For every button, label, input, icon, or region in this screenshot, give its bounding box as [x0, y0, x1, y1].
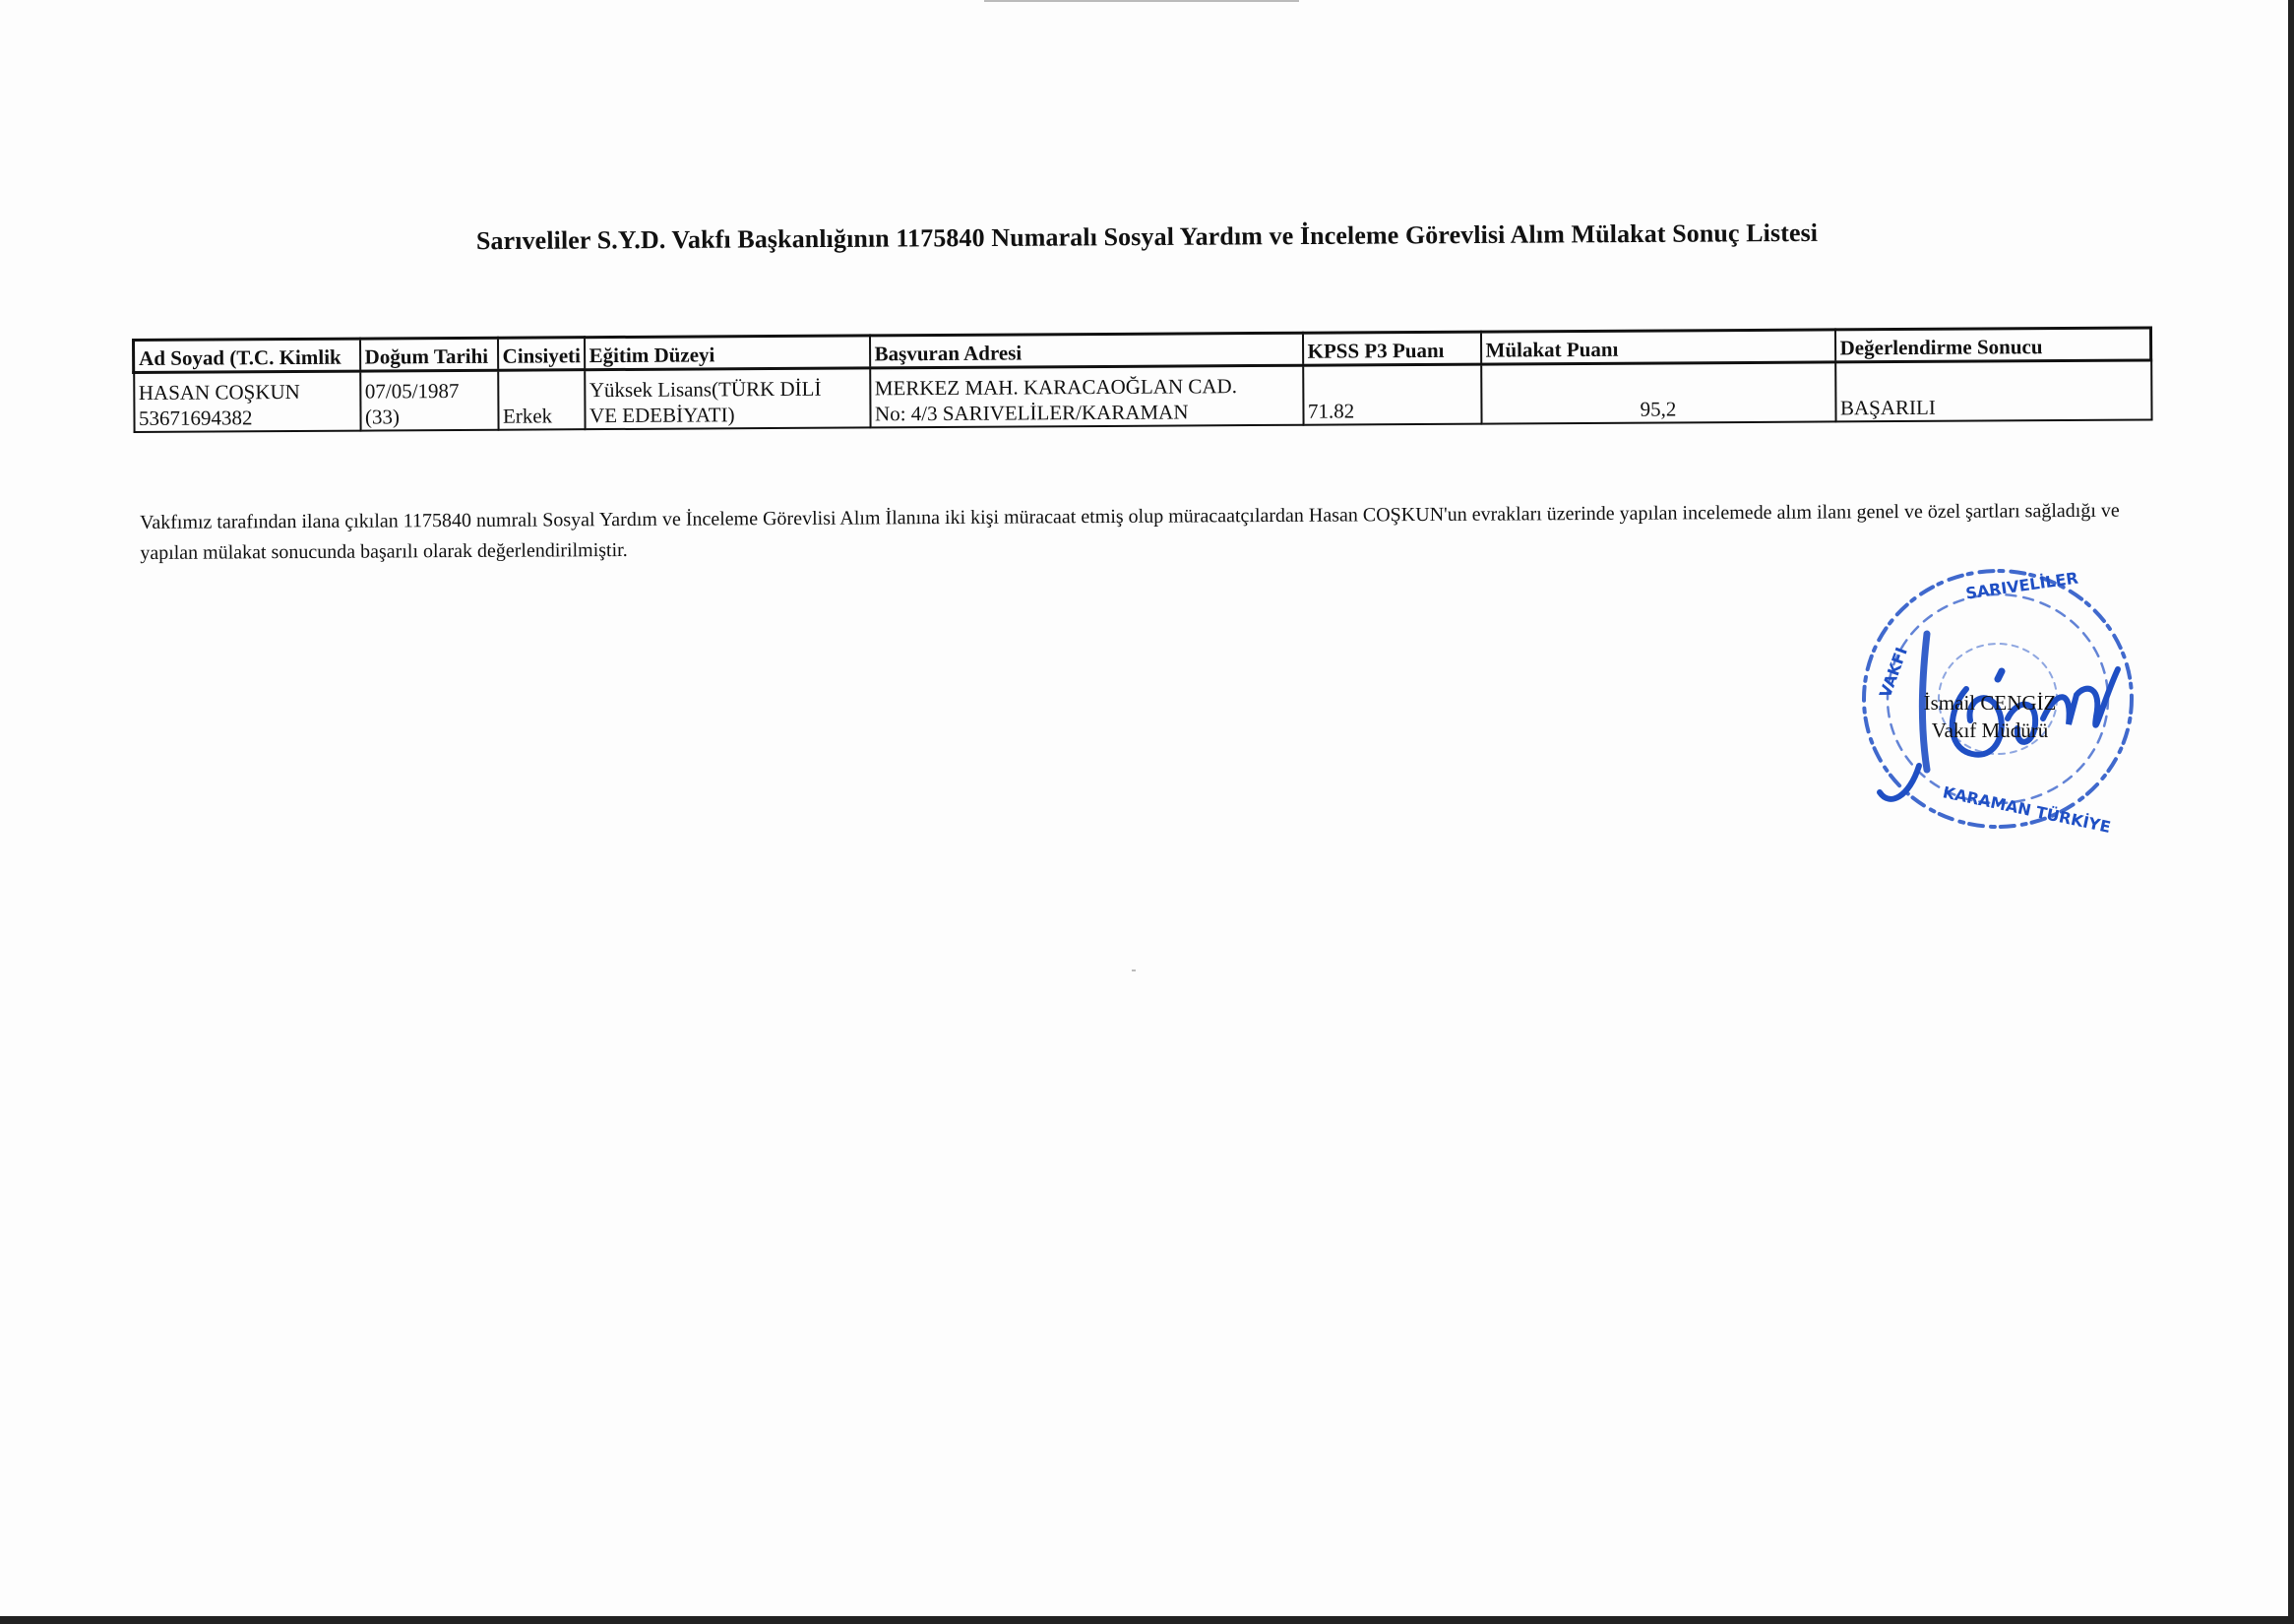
interview-score: 95,2	[1640, 397, 1677, 421]
page-title: Sarıveliler S.Y.D. Vakfı Başkanlığının 1175840 Numaralı Sosyal Yardım ve İnceleme Görevlisi Alım Mülakat Sonuç Listesi	[475, 218, 1819, 256]
header-birth-date: Doğum Tarihi	[360, 338, 498, 371]
cell-name	[134, 371, 360, 432]
cell-interview	[1481, 362, 1835, 424]
results-table-wrapper	[132, 326, 2150, 433]
results-table	[132, 326, 2153, 433]
gender: Erkek	[502, 404, 553, 428]
address-line-2: No: 4/3 SARIVELİLER/KARAMAN	[874, 400, 1189, 426]
svg-text:VAKFI: VAKFI	[1875, 645, 1911, 701]
svg-text:SARIVELİLER: SARIVELİLER	[1964, 568, 2079, 603]
age: (33)	[364, 405, 401, 429]
signer-role: Vakıf Müdürü	[1931, 718, 2049, 742]
svg-text:KARAMAN TÜRKİYE: KARAMAN TÜRKİYE	[1941, 782, 2113, 837]
cell-result	[1835, 360, 2151, 421]
header-interview: Mülakat Puanı	[1480, 330, 1834, 364]
cell-kpss	[1303, 364, 1481, 425]
address-line-1: MERKEZ MAH. KARACAOĞLAN CAD.	[874, 374, 1237, 401]
birth-date: 07/05/1987	[364, 378, 460, 404]
applicant-name: HASAN COŞKUN	[138, 379, 300, 405]
evaluation-result: BAŞARILI	[1839, 395, 1936, 420]
kpss-score: 71.82	[1307, 399, 1355, 423]
applicant-tc: 53671694382	[138, 406, 253, 430]
cell-education	[585, 368, 870, 429]
header-name: Ad Soyad (T.C. Kimlik	[134, 339, 360, 372]
scan-mark	[1132, 969, 1136, 971]
cell-address	[870, 365, 1303, 427]
cell-gender	[498, 370, 585, 430]
header-gender: Cinsiyeti	[498, 338, 585, 371]
scan-mark	[984, 0, 1299, 2]
header-result: Değerlendirme Sonucu	[1834, 328, 2150, 362]
education-line-2: VE EDEBİYATI)	[589, 403, 735, 428]
table-row	[134, 360, 2151, 432]
header-address: Başvuran Adresi	[869, 333, 1302, 368]
cell-birth-date	[360, 370, 498, 430]
signer-name: İsmail CENGİZ	[1923, 691, 2057, 715]
result-paragraph: Vakfımız tarafından ilana çıkılan 1175840 numralı Sosyal Yardım ve İnceleme Görevlisi Alım İlanına iki kişi müracaat etmiş olup müracaatçılardan Hasan COŞKUN'un evrakları üzerinde yapılan incelemede alım ilanı genel ve özel şartları sağladığı ve yapılan mülakat sonucunda başarılı olarak değerlendirilmiştir.	[140, 499, 2120, 564]
signer-block	[1911, 689, 2069, 744]
header-kpss: KPSS P3 Puanı	[1302, 332, 1480, 365]
header-education: Eğitim Düzeyi	[585, 336, 870, 370]
education-line-1: Yüksek Lisans(TÜRK DİLİ	[589, 376, 822, 403]
